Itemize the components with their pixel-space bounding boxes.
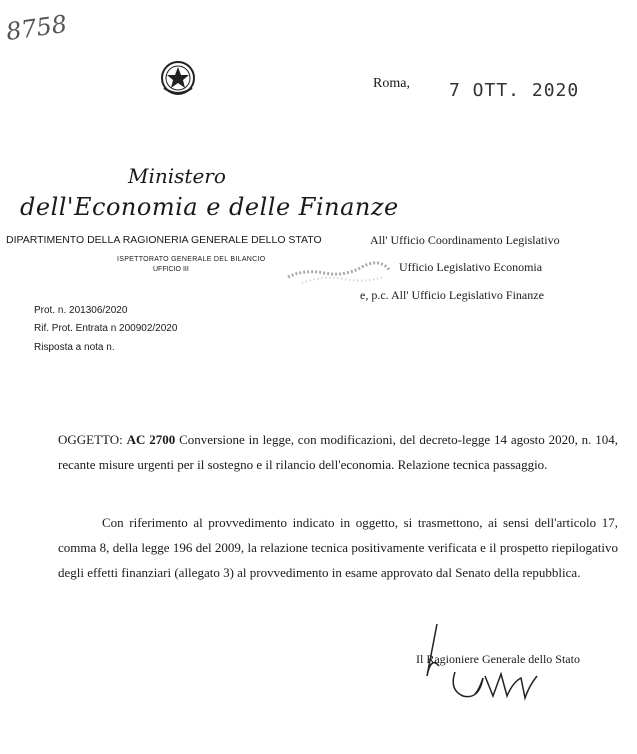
place-label: Roma, [373, 76, 410, 91]
ministry-title-line1: Ministero [128, 164, 226, 188]
subject-label: OGGETTO: [58, 432, 123, 447]
inspectorate-name: ISPETTORATO GENERALE DEL BILANCIO [117, 256, 266, 263]
handwritten-number: 8758 [4, 9, 69, 47]
subject-paragraph [58, 427, 618, 477]
date-stamp: 7 OTT. 2020 [449, 80, 580, 101]
department-name: DIPARTIMENTO DELLA RAGIONERIA GENERALE DELLO STATO [6, 234, 322, 246]
signatory-title: Il Ragioniere Generale dello Stato [416, 652, 580, 666]
office-name: UFFICIO III [153, 266, 189, 273]
subject-code: AC 2700 [126, 432, 176, 447]
subject-text: Conversione in legge, con modificazioni, del decreto-legge 14 agosto 2020, n. 104, recante misure urgenti per il sostegno e il rilancio dell'economia. Relazione tecnica passaggio. [58, 432, 619, 472]
ministry-title-line2: dell'Economia e delle Finanze [20, 193, 399, 221]
protocol-reply: Risposta a nota n. [34, 342, 115, 353]
recipient-2: Ufficio Legislativo Economia [399, 260, 543, 274]
protocol-number: Prot. n. 201306/2020 [34, 305, 128, 316]
body-paragraph: Con riferimento al provvedimento indicato in oggetto, si trasmettono, ai sensi dell'articolo 17, comma 8, della legge 196 del 2009, la relazione tecnica positivamente verificata e il prospetto riepilogativo degli effetti finanziari (allegato 3) al provvedimento in esame approvato dal Senato della repubblica. [58, 515, 618, 580]
recipient-3: e, p.c. All' Ufficio Legislativo Finanze [360, 288, 544, 302]
republic-emblem-icon [158, 58, 198, 98]
recipient-1: All' Ufficio Coordinamento Legislativo [370, 233, 560, 247]
protocol-reference: Rif. Prot. Entrata n 200902/2020 [34, 323, 178, 334]
